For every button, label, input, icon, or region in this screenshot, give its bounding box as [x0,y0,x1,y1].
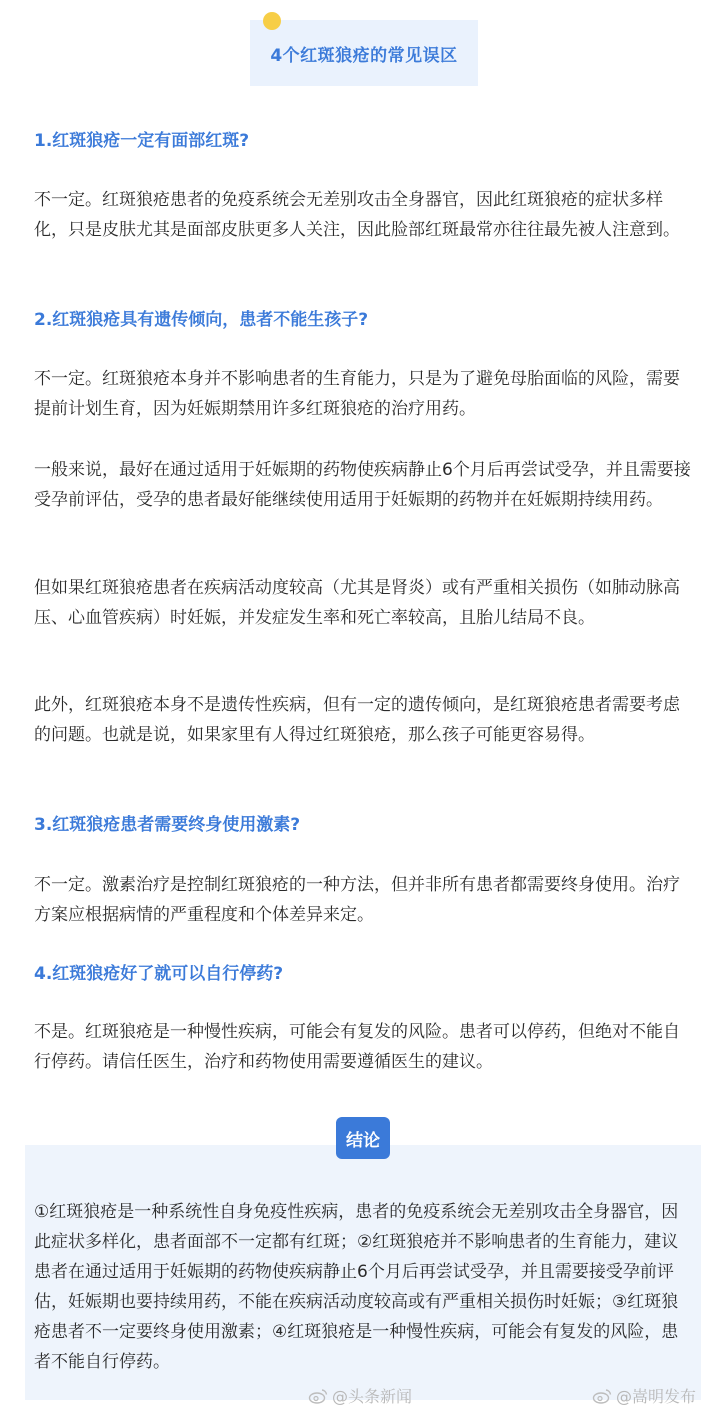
watermark-songming-text: @嵩明发布 [616,1387,697,1406]
weibo-icon [592,1388,612,1404]
conclusion-text: ①红斑狼疮是一种系统性自身免疫性疾病，患者的免疫系统会无差别攻击全身器官，因此症状多样化，患者面部不一定都有红斑；②红斑狼疮并不影响患者的生育能力，建议患者在通过适用于妊娠期的药物使疾病静止6个月后再尝试受孕，并且需要接受孕前评估，妊娠期也要持续用药，不能在疾病活动度较高或有严重相关损伤时妊娠；③红斑狼疮患者不一定要终身使用激素；④红斑狼疮是一种慢性疾病，可能会有复发的风险，患者不能自行停药。 [34,1202,679,1372]
section-4-paragraph-1: 不是。红斑狼疮是一种慢性疾病，可能会有复发的风险。患者可以停药，但绝对不能自行停药。请信任医生，治疗和药物使用需要遵循医生的建议。 [34,1022,680,1072]
section-1-paragraph-1: 不一定。红斑狼疮患者的免疫系统会无差别攻击全身器官，因此红斑狼疮的症状多样化，只是皮肤尤其是面部皮肤更多人关注，因此脸部红斑最常亦往往最先被人注意到。 [34,190,680,240]
section-2-paragraph-1: 不一定。红斑狼疮本身并不影响患者的生育能力，只是为了避免母胎面临的风险，需要提前计划生育，因为妊娠期禁用许多红斑狼疮的治疗用药。 [34,369,680,419]
section-2-heading: 2.红斑狼疮具有遗传倾向，患者不能生孩子? [34,310,369,330]
watermark-songming [592,1384,696,1407]
section-2-paragraph-2: 一般来说，最好在通过适用于妊娠期的药物使疾病静止6个月后再尝试受孕，并且需要接受孕前评估，受孕的患者最好能继续使用适用于妊娠期的药物并在妊娠期持续用药。 [34,460,691,510]
section-4-heading: 4.红斑狼疮好了就可以自行停药? [34,964,284,984]
watermark-toutiao [308,1384,412,1407]
section-3-paragraph-1: 不一定。激素治疗是控制红斑狼疮的一种方法，但并非所有患者都需要终身使用。治疗方案应根据病情的严重程度和个体差异来定。 [34,875,680,925]
section-1-heading: 1.红斑狼疮一定有面部红斑? [34,131,250,151]
section-2-paragraph-4: 此外，红斑狼疮本身不是遗传性疾病，但有一定的遗传倾向，是红斑狼疮患者需要考虑的问题。也就是说，如果家里有人得过红斑狼疮，那么孩子可能更容易得。 [34,695,680,745]
page-title: 4个红斑狼疮的常见误区 [270,45,458,66]
title-box [250,20,478,86]
conclusion-badge: 结论 [336,1117,390,1159]
section-3-heading: 3.红斑狼疮患者需要终身使用激素? [34,815,301,835]
title-dot-decoration [263,12,281,30]
weibo-icon [308,1388,328,1404]
watermark-toutiao-text: @头条新闻 [332,1387,413,1406]
section-2-paragraph-3: 但如果红斑狼疮患者在疾病活动度较高（尤其是肾炎）或有严重相关损伤（如肺动脉高压、心血管疾病）时妊娠，并发症发生率和死亡率较高，且胎儿结局不良。 [34,578,680,628]
